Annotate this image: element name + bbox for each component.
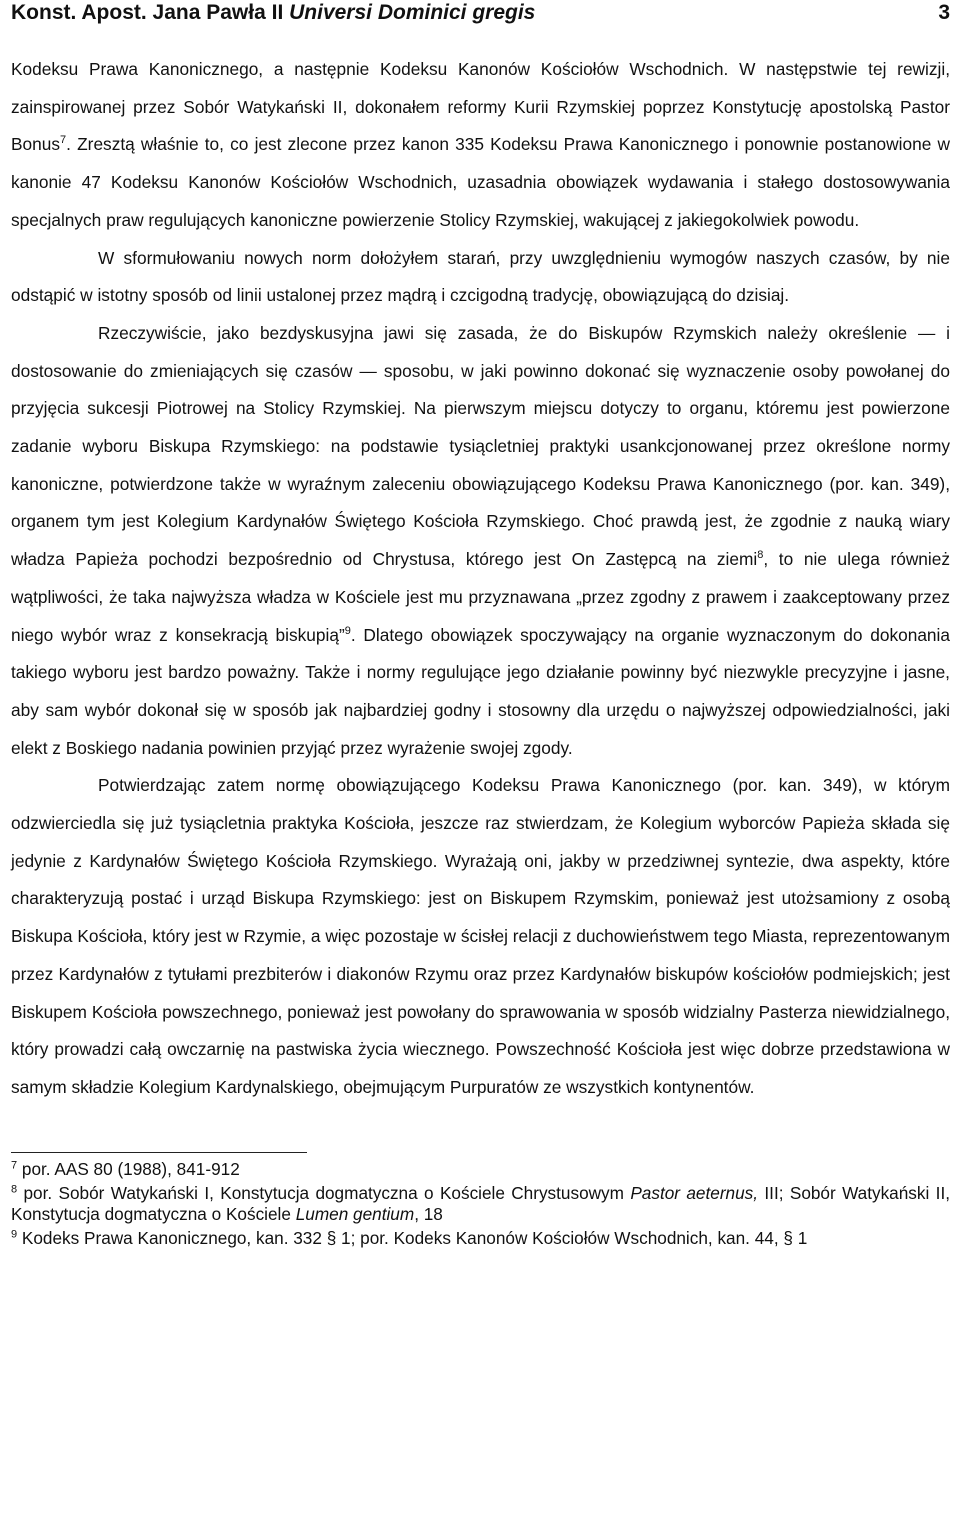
paragraph-2: W sformułowaniu nowych norm dołożyłem starań, przy uwzględnieniu wymogów naszych czasów, by nie odstąpić w istotny sposób od linii ustalonej przez mądrą i czcigodną tradycję, obowiązującą do dzisiaj. bbox=[11, 247, 950, 306]
footnote-ref-7[interactable]: 7 bbox=[60, 134, 67, 147]
paragraph-1-text-b: . Zresztą właśnie to, co jest zlecone przez kanon 335 Kodeksu Prawa Kanonicznego i ponownie postanowione w kanonie 47 Kodeksu Kanonów Kościołów Wschodnich, uzasadnia obowiązek wydawania i stałego dostosowywania specjalnych praw regulujących kanoniczne powierzenie Stolicy Rzymskiej, wakującej z jakiegokolwiek powodu. bbox=[11, 134, 950, 230]
paragraph-1 bbox=[11, 51, 950, 240]
footnote-8 bbox=[11, 1183, 950, 1225]
running-head bbox=[11, 0, 950, 25]
footnote-8-italic-2: Lumen gentium bbox=[295, 1203, 415, 1224]
footnote-9-number: 9 bbox=[11, 1227, 18, 1240]
footnotes bbox=[11, 1159, 950, 1249]
footnote-8-text-c: , 18 bbox=[414, 1203, 443, 1224]
footnote-8-text-a: por. Sobór Watykański I, Konstytucja dogmatyczna o Kościele Chrystusowym bbox=[17, 1182, 631, 1203]
footnote-7-number: 7 bbox=[11, 1158, 18, 1171]
footnote-separator bbox=[11, 1152, 307, 1153]
title-prefix: Konst. Apost. Jana Pawła II bbox=[11, 1, 290, 24]
page-number: 3 bbox=[938, 1, 950, 24]
footnote-9-text: Kodeks Prawa Kanonicznego, kan. 332 § 1; por. Kodeks Kanonów Kościołów Wschodnich, kan. 44, § 1 bbox=[17, 1227, 808, 1248]
paragraph-3-text-c: . Dlatego obowiązek spoczywający na organie wyznaczonym do dokonania takiego wyboru jest bardzo poważny. Także i normy regulujące jego działanie powinny być niezwykle precyzyjne i jasne, aby sam wybór dokonał się w sposób jak najbardziej godny i stosowny dla urzędu o najwyższej odpowiedzialności, jaki elekt z Boskiego nadania powinien przyjąć przez wyrażenie swojej zgody. bbox=[11, 624, 950, 758]
footnote-9 bbox=[11, 1228, 950, 1249]
footnote-8-text-b: III; Sobór Watykański II, Konstytucja dogmatyczna o Kościele bbox=[11, 1182, 950, 1224]
paragraph-1-text-a: Kodeksu Prawa Kanonicznego, a następnie Kodeksu Kanonów Kościołów Wschodnich. W następstwie tej rewizji, zainspirowanej przez Sobór Watykański II, dokonałem reformy Kurii Rzymskiej poprzez Konstytucję apostolską Pastor Bonus bbox=[11, 59, 950, 155]
paragraph-3-text-a: Rzeczywiście, jako bezdyskusyjna jawi się zasada, że do Biskupów Rzymskich należy określenie — i dostosowanie do zmieniających się czasów — sposobu, w jaki powinno dokonać się wyznaczenie osoby powołanej do przyjęcia sukcesji Piotrowej na Stolicy Rzymskiej. Na pierwszym miejscu dotyczy to organu, któremu jest powierzone zadanie wyboru Biskupa Rzymskiego: na podstawie tysiącletniej praktyki usankcjonowanej przez określone normy kanoniczne, potwierdzone także w wyraźnym zaleceniu obowiązującego Kodeksu Prawa Kanonicznego (por. kan. 349), organem tym jest Kolegium Kardynałów Świętego Kościoła Rzymskiego. Choć prawdą jest, że zgodnie z nauką wiary władza Papieża pochodzi bezpośrednio od Chrystusa, którego jest On Zastępcą na ziemi bbox=[11, 322, 950, 570]
title-italic: Universi Dominici gregis bbox=[289, 1, 536, 24]
footnote-ref-9[interactable]: 9 bbox=[344, 624, 351, 637]
body-text bbox=[11, 51, 950, 1107]
footnote-8-italic: Pastor aeternus, bbox=[630, 1182, 759, 1203]
footnote-7 bbox=[11, 1159, 950, 1180]
document-title bbox=[11, 1, 535, 25]
footnote-8-number: 8 bbox=[11, 1182, 18, 1195]
paragraph-4: Potwierdzając zatem normę obowiązującego Kodeksu Prawa Kanonicznego (por. kan. 349), w którym odzwierciedla się już tysiącletnia praktyka Kościoła, jeszcze raz stwierdzam, że Kolegium wyborców Papieża składa się jedynie z Kardynałów Świętego Kościoła Rzymskiego. Wyrażają oni, jakby w przedziwnej syntezie, dwa aspekty, które charakteryzują postać i urząd Biskupa Rzymskiego: jest on Biskupem Rzymskim, ponieważ jest utożsamiony z osobą Biskupa Kościoła, który jest w Rzymie, a więc pozostaje w ścisłej relacji z duchowieństwem tego Miasta, reprezentowanym przez Kardynałów z tytułami prezbiterów i diakonów Rzymu oraz przez Kardynałów biskupów kościołów podmiejskich; jest Biskupem Kościoła powszechnego, ponieważ jest powołany do sprawowania w sposób widzialny Pasterza niewidzialnego, który prowadzi całą owczarnię na pastwiska życia wiecznego. Powszechność Kościoła jest więc dobrze przedstawiona w samym składzie Kolegium Kardynalskiego, obejmującym Purpuratów ze wszystkich kontynentów. bbox=[11, 775, 950, 1097]
footnote-ref-8[interactable]: 8 bbox=[757, 549, 764, 562]
paragraph-3 bbox=[11, 315, 950, 767]
footnote-7-text: por. AAS 80 (1988), 841-912 bbox=[17, 1158, 240, 1179]
paragraph-3-text-b: , to nie ulega również wątpliwości, że taka najwyższa władza w Kościele jest mu przyznawana „przez zgodny z prawem i zaakceptowany przez niego wybór wraz z konsekracją biskupią” bbox=[11, 549, 950, 645]
